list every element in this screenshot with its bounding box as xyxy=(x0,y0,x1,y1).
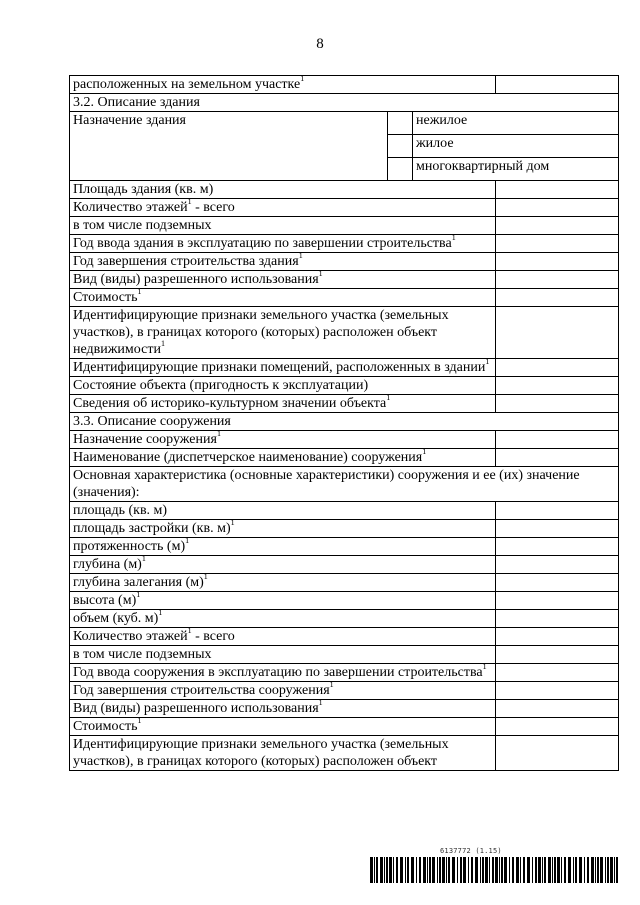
barcode-bar xyxy=(579,857,582,883)
purpose-option: нежилое xyxy=(413,112,619,135)
barcode-bar xyxy=(607,857,609,883)
section-heading: 3.3. Описание сооружения xyxy=(70,413,619,431)
section-row xyxy=(70,413,619,431)
barcode-bar xyxy=(423,857,426,883)
row-label-text: Состояние объекта (пригодность к эксплуатации) xyxy=(73,378,369,393)
purpose-checkbox[interactable] xyxy=(388,135,413,158)
value-cell[interactable] xyxy=(496,431,619,449)
footnote-mark: 1 xyxy=(160,339,165,349)
row-label xyxy=(70,271,496,289)
row-label-text: объем (куб. м) xyxy=(73,611,159,626)
row-label-suffix: - всего xyxy=(191,629,235,644)
table-row xyxy=(70,307,619,359)
purpose-label: Назначение здания xyxy=(70,112,388,181)
barcode-bar xyxy=(499,857,500,883)
barcode-bar xyxy=(544,857,546,883)
footnote-mark: 1 xyxy=(187,197,192,207)
section-heading: Основная характеристика (основные характеристики) сооружения и ее (их) значение (значения): xyxy=(70,467,619,502)
table-row xyxy=(70,76,619,94)
row-label xyxy=(70,76,496,94)
barcode-bar xyxy=(374,857,375,883)
barcode-bar xyxy=(384,857,385,883)
barcode-bar xyxy=(548,857,551,883)
value-cell[interactable] xyxy=(496,664,619,682)
value-cell[interactable] xyxy=(496,628,619,646)
table-row xyxy=(70,289,619,307)
footnote-mark: 1 xyxy=(185,536,190,546)
barcode-bar xyxy=(405,857,406,883)
barcode-bar xyxy=(605,857,606,883)
row-label xyxy=(70,359,496,377)
value-cell[interactable] xyxy=(496,253,619,271)
table-row xyxy=(70,449,619,467)
barcode-bar xyxy=(523,857,525,883)
barcode-bar xyxy=(591,857,594,883)
barcode-bar xyxy=(448,857,450,883)
barcode-bar xyxy=(427,857,428,883)
footnote-mark: 1 xyxy=(422,447,427,457)
table-row xyxy=(70,181,619,199)
footnote-mark: 1 xyxy=(329,680,334,690)
value-cell[interactable] xyxy=(496,556,619,574)
row-label xyxy=(70,449,496,467)
barcode-bar xyxy=(437,857,438,883)
footnote-mark: 1 xyxy=(216,429,221,439)
row-label-text: Стоимость xyxy=(73,290,138,305)
barcode-bar xyxy=(442,857,445,883)
barcode-bar xyxy=(485,857,488,883)
row-label-text: глубина залегания (м) xyxy=(73,575,204,590)
barcode-bar xyxy=(492,857,494,883)
value-cell[interactable] xyxy=(496,271,619,289)
barcode-bar xyxy=(482,857,484,883)
value-cell[interactable] xyxy=(496,502,619,520)
barcode-bar xyxy=(509,857,510,883)
row-label xyxy=(70,574,496,592)
table-row xyxy=(70,502,619,520)
row-label-text: в том числе подземных xyxy=(73,647,212,662)
table-row xyxy=(70,718,619,736)
section-heading: 3.2. Описание здания xyxy=(70,94,619,112)
barcode-bar xyxy=(471,857,473,883)
row-label xyxy=(70,610,496,628)
table-row xyxy=(70,610,619,628)
barcode-bar xyxy=(416,857,417,883)
row-label-text: расположенных на земельном участке xyxy=(73,77,301,92)
purpose-option-row xyxy=(70,112,619,135)
row-label-text: протяженность (м) xyxy=(73,539,186,554)
purpose-checkbox[interactable] xyxy=(388,112,413,135)
table-row xyxy=(70,682,619,700)
row-label-text: Идентифицирующие признаки помещений, расположенных в здании xyxy=(73,360,486,375)
barcode-bar xyxy=(452,857,455,883)
value-cell[interactable] xyxy=(496,574,619,592)
value-cell[interactable] xyxy=(496,646,619,664)
row-label-text: Площадь здания (кв. м) xyxy=(73,182,214,197)
table-row xyxy=(70,646,619,664)
row-label xyxy=(70,628,496,646)
row-label-text: Год ввода сооружения в эксплуатацию по завершении строительства xyxy=(73,665,483,680)
footnote-mark: 1 xyxy=(318,269,323,279)
row-label xyxy=(70,431,496,449)
section-row xyxy=(70,94,619,112)
row-label-text: площадь (кв. м) xyxy=(73,503,168,518)
row-label-text: высота (м) xyxy=(73,593,137,608)
barcode-bar xyxy=(386,857,388,883)
row-label xyxy=(70,181,496,199)
table-row xyxy=(70,736,619,771)
table-row xyxy=(70,217,619,235)
value-cell[interactable] xyxy=(496,538,619,556)
table-row xyxy=(70,592,619,610)
row-label xyxy=(70,235,496,253)
barcode-bar xyxy=(393,857,394,883)
footnote-mark: 1 xyxy=(141,554,146,564)
table-row xyxy=(70,664,619,682)
footnote-mark: 1 xyxy=(318,698,323,708)
footnote-mark: 1 xyxy=(187,626,192,636)
table-row xyxy=(70,199,619,217)
value-cell[interactable] xyxy=(496,181,619,199)
row-label-text: площадь застройки (кв. м) xyxy=(73,521,231,536)
barcode-bar xyxy=(512,857,514,883)
value-cell[interactable] xyxy=(496,610,619,628)
barcode-bar xyxy=(370,857,373,883)
table-row xyxy=(70,431,619,449)
value-cell[interactable] xyxy=(496,199,619,217)
barcode-bar xyxy=(389,857,392,883)
table-row xyxy=(70,700,619,718)
row-label-text: Год завершения строительства сооружения xyxy=(73,683,330,698)
barcode-bar xyxy=(535,857,537,883)
row-label-text: Вид (виды) разрешенного использования xyxy=(73,272,319,287)
purpose-checkbox[interactable] xyxy=(388,158,413,181)
barcode-bar xyxy=(460,857,462,883)
row-label xyxy=(70,664,496,682)
row-label-text: Идентифицирующие признаки земельного участка (земельных участков), в границах которого (которых) расположен объект xyxy=(73,737,449,769)
table-row xyxy=(70,253,619,271)
barcode-bar xyxy=(561,857,562,883)
barcode-bar xyxy=(439,857,441,883)
footnote-mark: 1 xyxy=(386,393,391,403)
barcode-bar xyxy=(516,857,519,883)
barcode-bar xyxy=(584,857,585,883)
row-label-text: глубина (м) xyxy=(73,557,142,572)
property-description-table xyxy=(69,75,619,771)
table-row xyxy=(70,628,619,646)
barcode-bar xyxy=(396,857,398,883)
row-label xyxy=(70,736,496,771)
row-label-text: Назначение сооружения xyxy=(73,432,217,447)
value-cell[interactable] xyxy=(496,395,619,413)
row-label xyxy=(70,592,496,610)
barcode-bar xyxy=(504,857,507,883)
value-cell[interactable] xyxy=(496,592,619,610)
barcode-bar xyxy=(501,857,503,883)
barcode-bar xyxy=(432,857,435,883)
barcode-bar xyxy=(380,857,383,883)
barcode-bar xyxy=(538,857,541,883)
section-row xyxy=(70,467,619,502)
barcode-bar xyxy=(489,857,490,883)
row-label xyxy=(70,556,496,574)
value-cell[interactable] xyxy=(496,736,619,771)
footnote-mark: 1 xyxy=(451,233,456,243)
barcode-bar xyxy=(495,857,498,883)
barcode-bar xyxy=(564,857,566,883)
row-label-text: Количество этажей xyxy=(73,200,188,215)
row-label-text: Количество этажей xyxy=(73,629,188,644)
row-label xyxy=(70,377,496,395)
value-cell[interactable] xyxy=(496,377,619,395)
barcode-bar xyxy=(575,857,577,883)
barcode-bar xyxy=(614,857,615,883)
table-row xyxy=(70,520,619,538)
barcode-bar xyxy=(376,857,378,883)
barcode-bar xyxy=(468,857,469,883)
footnote-mark: 1 xyxy=(137,716,142,726)
barcode-bar xyxy=(597,857,599,883)
row-label xyxy=(70,199,496,217)
row-label xyxy=(70,289,496,307)
purpose-option: многоквартирный дом xyxy=(413,158,619,181)
barcode-bar xyxy=(595,857,596,883)
table-row xyxy=(70,271,619,289)
row-label-text: Стоимость xyxy=(73,719,138,734)
barcode-bar xyxy=(532,857,533,883)
table-row xyxy=(70,359,619,377)
barcode-bar xyxy=(400,857,403,883)
barcode-bar xyxy=(600,857,603,883)
barcode-bar xyxy=(446,857,447,883)
footnote-mark: 1 xyxy=(485,357,490,367)
barcode-bar xyxy=(419,857,421,883)
barcode-bar xyxy=(475,857,478,883)
footnote-mark: 1 xyxy=(300,74,305,84)
row-label xyxy=(70,253,496,271)
row-label xyxy=(70,520,496,538)
footnote-mark: 1 xyxy=(230,518,235,528)
value-cell[interactable] xyxy=(496,235,619,253)
value-cell[interactable] xyxy=(496,520,619,538)
table-row xyxy=(70,235,619,253)
footnote-mark: 1 xyxy=(298,251,303,261)
row-label-text: Сведения об историко-культурном значении объекта xyxy=(73,396,387,411)
footnote-mark: 1 xyxy=(158,608,163,618)
row-label-suffix: - всего xyxy=(191,200,235,215)
value-cell[interactable] xyxy=(496,359,619,377)
barcode-bar xyxy=(429,857,431,883)
barcode-bar xyxy=(520,857,521,883)
barcode-bar xyxy=(552,857,553,883)
value-cell[interactable] xyxy=(496,449,619,467)
value-cell[interactable] xyxy=(496,217,619,235)
barcode-bar xyxy=(573,857,574,883)
barcode-bar xyxy=(557,857,560,883)
barcode-bar xyxy=(463,857,466,883)
value-cell[interactable] xyxy=(496,682,619,700)
barcode-bar xyxy=(568,857,571,883)
barcode-bar xyxy=(411,857,414,883)
row-label xyxy=(70,538,496,556)
footnote-mark: 1 xyxy=(137,287,142,297)
row-label xyxy=(70,718,496,736)
footnote-mark: 1 xyxy=(136,590,141,600)
purpose-option: жилое xyxy=(413,135,619,158)
table-row xyxy=(70,377,619,395)
table-row xyxy=(70,556,619,574)
value-cell[interactable] xyxy=(496,76,619,94)
footnote-mark: 1 xyxy=(482,662,487,672)
barcode-bar xyxy=(407,857,409,883)
row-label xyxy=(70,502,496,520)
barcode-bar xyxy=(527,857,530,883)
value-cell[interactable] xyxy=(496,289,619,307)
footer-code: 6137772 (1.15) xyxy=(440,847,502,855)
barcode-bar xyxy=(587,857,589,883)
barcode-bar xyxy=(542,857,543,883)
row-label xyxy=(70,395,496,413)
row-label xyxy=(70,646,496,664)
barcode-bar xyxy=(554,857,556,883)
row-label xyxy=(70,682,496,700)
barcode xyxy=(370,857,618,883)
barcode-bar xyxy=(616,857,618,883)
row-label-text: Год ввода здания в эксплуатацию по завершении строительства xyxy=(73,236,452,251)
row-label xyxy=(70,217,496,235)
row-label-text: Идентифицирующие признаки земельного участка (земельных участков), в границах которого (которых) расположен объект недвижимости xyxy=(73,308,449,357)
barcode-bar xyxy=(480,857,481,883)
row-label-text: в том числе подземных xyxy=(73,218,212,233)
value-cell[interactable] xyxy=(496,700,619,718)
table-row xyxy=(70,574,619,592)
row-label xyxy=(70,307,496,359)
value-cell[interactable] xyxy=(496,718,619,736)
row-label-text: Вид (виды) разрешенного использования xyxy=(73,701,319,716)
table-row xyxy=(70,395,619,413)
footnote-mark: 1 xyxy=(203,572,208,582)
row-label-text: Наименование (диспетчерское наименование) сооружения xyxy=(73,450,423,465)
page-number: 8 xyxy=(316,36,324,52)
barcode-bar xyxy=(457,857,458,883)
barcode-bar xyxy=(610,857,613,883)
row-label-text: Год завершения строительства здания xyxy=(73,254,299,269)
value-cell[interactable] xyxy=(496,307,619,359)
table-row xyxy=(70,538,619,556)
row-label xyxy=(70,700,496,718)
